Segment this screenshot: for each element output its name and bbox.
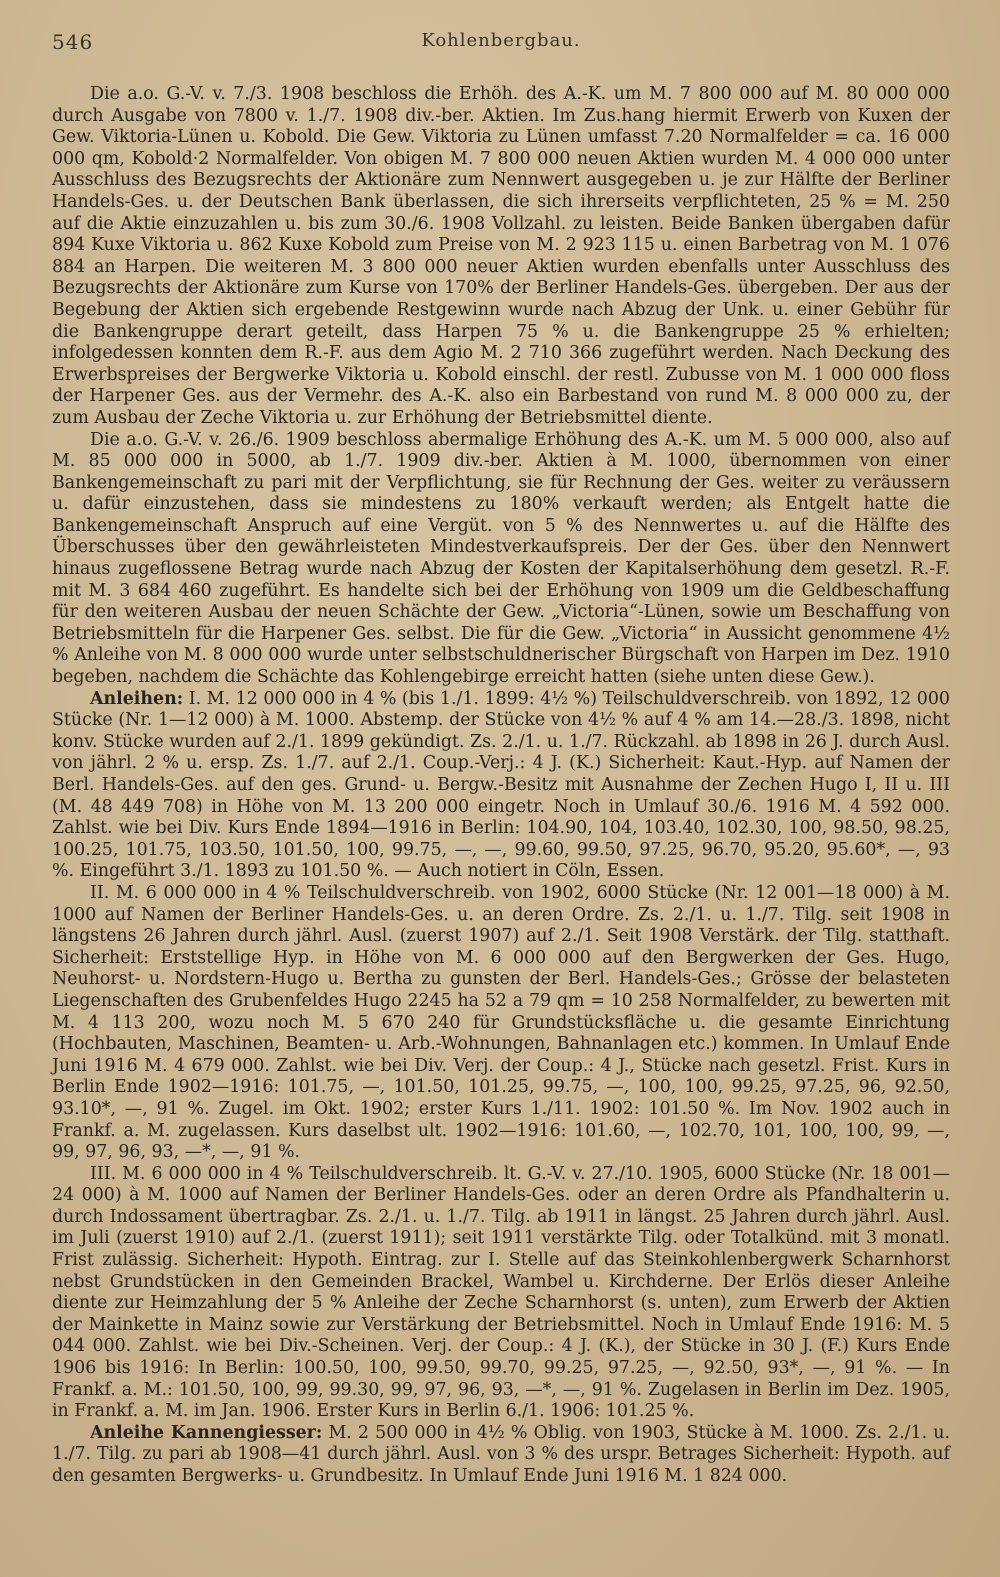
paragraph [52, 430, 950, 689]
paragraph-text: III. M. 6 000 000 in 4 % Teilschuldverschreib. lt. G.-V. v. 27./10. 1905, 6000 Stücke (Nr. 18 001—24 000) à M. 1000 auf Namen der Berliner Handels-Ges. oder an deren Ordre als Pfandhalterin u. durch Indossament übertragbar. Zs. 2./1. u. 1./7. Tilg. ab 1911 in längst. 25 Jahren durch jährl. Ausl. im Juli (zuerst 1910) auf 2./1. (zuerst 1911); seit 1911 verstärkte Tilg. oder Totalkünd. mit 3 monatl. Frist zulässig. Sicherheit: Hypoth. Eintrag. zur I. Stelle auf das Steinkohlenbergwerk Scharnhorst nebst Grundstücken in den Gemeinden Brackel, Wambel u. Kirchderne. Der Erlös dieser Anleihe diente zur Heimzahlung der 5 % Anleihe der Zeche Scharnhorst (s. unten), zum Erwerb der Aktien der Mainkette in Mainz sowie zur Verstärkung der Betriebsmittel. Noch in Umlauf Ende 1916: M. 5 044 000. Zahlst. wie bei Div.-Scheinen. Verj. der Coup.: 4 J. (K.), der Stücke in 30 J. (F.) Kurs Ende 1906 bis 1916: In Berlin: 100.50, 100, 99.50, 99.70, 99.25, 97.25, —, 92.50, 93*, —, 91 %. — In Frankf. a. M.: 101.50, 100, 99, 99.30, 99, 97, 96, 93, —*, —, 91 %. Zugelasen in Berlin im Dez. 1905, in Frankf. a. M. im Jan. 1906. Erster Kurs in Berlin 6./1. 1906: 101.25 %. [52, 1163, 950, 1422]
section-label: Anleihe Kannengiesser: [90, 1422, 323, 1443]
page-header [52, 30, 950, 60]
paragraph-text: Die a.o. G.-V. v. 7./3. 1908 beschloss die Erhöh. des A.-K. um M. 7 800 000 auf M. 80 000 000 durch Ausgabe von 7800 v. 1./7. 1908 div.-ber. Aktien. Im Zus.hang hiermit Erwerb von Kuxen der Gew. Viktoria-Lünen u. Kobold. Die Gew. Viktoria zu Lünen umfasst 7.20 Normalfelder = ca. 16 000 000 qm, Kobold·2 Normalfelder. Von obigen M. 7 800 000 neuen Aktien wurden M. 4 000 000 unter Ausschluss des Bezugsrechts der Aktionäre zum Nennwert ausgegeben u. je zur Hälfte der Berliner Handels-Ges. u. der Deutschen Bank überlassen, die sich ihrerseits verpflichteten, 25 % = M. 250 auf die Aktie einzuzahlen u. bis zum 30./6. 1908 Vollzahl. zu leisten. Beide Banken übergaben dafür 894 Kuxe Viktoria u. 862 Kuxe Kobold zum Preise von M. 2 923 115 u. einen Barbetrag von M. 1 076 884 an Harpen. Die weiteren M. 3 800 000 neuer Aktien wurden ebenfalls unter Ausschluss des Bezugsrechts der Aktionäre zum Kurse von 170% der Berliner Handels-Ges. übergeben. Der aus der Begebung der Aktien sich ergebende Restgewinn wurde nach Abzug der Unk. u. einer Gebühr für die Bankengruppe derart geteilt, dass Harpen 75 % u. die Bankengruppe 25 % erhielten; infolgedessen konnten dem R.-F. aus dem Agio M. 2 710 366 zugeführt werden. Nach Deckung des Erwerbspreises der Bergwerke Viktoria u. Kobold einschl. der restl. Zubusse von M. 1 000 000 floss der Harpener Ges. aus der Vermehr. des A.-K. also ein Barbestand von rund M. 8 000 000 zu, der zum Ausbau der Zeche Viktoria u. zur Erhöhung der Betriebsmittel diente. [52, 84, 950, 428]
paragraph [52, 1164, 950, 1423]
page-number: 546 [52, 30, 94, 54]
body-text [52, 84, 950, 1488]
paragraph [52, 1423, 950, 1488]
running-title: Kohlenbergbau. [421, 30, 581, 51]
paragraph-text: II. M. 6 000 000 in 4 % Teilschuldverschreib. von 1902, 6000 Stücke (Nr. 12 001—18 000) à M. 1000 auf Namen der Berliner Handels-Ges. u. an deren Ordre. Zs. 2./1. u. 1./7. Tilg. seit 1908 in längstens 26 Jahren durch jährl. Ausl. (zuerst 1907) auf 2./1. Seit 1908 Verstärk. der Tilg. statthaft. Sicherheit: Erststellige Hyp. in Höhe von M. 6 000 000 auf den Bergwerken der Ges. Hugo, Neuhorst- u. Nordstern-Hugo u. Bertha zu gunsten der Berl. Handels-Ges.; Grösse der belasteten Liegenschaften des Grubenfeldes Hugo 2245 ha 52 a 79 qm = 10 258 Normalfelder, zu bewerten mit M. 4 113 200, wozu noch M. 5 670 240 für Grundstücksfläche u. die gesamte Einrichtung (Hochbauten, Maschinen, Beamten- u. Arb.-Wohnungen, Bahnanlagen etc.) kommen. In Umlauf Ende Juni 1916 M. 4 679 000. Zahlst. wie bei Div. Verj. der Coup.: 4 J., Stücke nach gesetzl. Frist. Kurs in Berlin Ende 1902—1916: 101.75, —, 101.50, 101.25, 99.75, —, 100, 100, 99.25, 97.25, 96, 92.50, 93.10*, —, 91 %. Zugel. im Okt. 1902; erster Kurs 1./11. 1902: 101.50 %. Im Nov. 1902 auch in Frankf. a. M. zugelassen. Kurs daselbst ult. 1902—1916: 101.60, —, 102.70, 101, 100, 100, 99, —, 99, 97, 96, 93, —*, —, 91 %. [52, 882, 950, 1163]
page-content [52, 30, 950, 1488]
section-label: Anleihen: [90, 688, 184, 709]
paragraph [52, 689, 950, 883]
paragraph [52, 883, 950, 1164]
paragraph-text: M. 2 500 000 in 4½ % Oblig. von 1903, Stücke à M. 1000. Zs. 2./1. u. 1./7. Tilg. zu pari ab 1908—41 durch jährl. Ausl. von 3 % des urspr. Betrages Sicherheit: Hypoth. auf den gesamten Bergwerks- u. Grundbesitz. In Umlauf Ende Juni 1916 M. 1 824 000. [52, 1422, 950, 1486]
paragraph-text: I. M. 12 000 000 in 4 % (bis 1./1. 1899: 4½ %) Teilschuldverschreib. von 1892, 12 000 Stücke (Nr. 1—12 000) à M. 1000. Abstemp. der Stücke von 4½ % auf 4 % am 14.—28./3. 1898, nicht konv. Stücke wurden auf 2./1. 1899 gekündigt. Zs. 2./1. u. 1./7. Rückzahl. ab 1898 in 26 J. durch Ausl. von jährl. 2 % u. ersp. Zs. 1./7. auf 2./1. Coup.-Verj.: 4 J. (K.) Sicherheit: Kaut.-Hyp. auf Namen der Berl. Handels-Ges. auf den ges. Grund- u. Bergw.-Besitz mit Ausnahme der Zechen Hugo I, II u. III (M. 48 449 708) in Höhe von M. 13 200 000 eingetr. Noch in Umlauf 30./6. 1916 M. 4 592 000. Zahlst. wie bei Div. Kurs Ende 1894—1916 in Berlin: 104.90, 104, 103.40, 102.30, 100, 98.50, 98.25, 100.25, 101.75, 103.50, 101.50, 100, 99.75, —, —, 99.60, 99.50, 97.25, 96.70, 95.20, 95.60*, —, 93 %. Eingeführt 3./1. 1893 zu 101.50 %. — Auch notiert in Cöln, Essen. [52, 688, 950, 882]
paragraph [52, 84, 950, 430]
paragraph-text: Die a.o. G.-V. v. 26./6. 1909 beschloss abermalige Erhöhung des A.-K. um M. 5 000 000, also auf M. 85 000 000 in 5000, ab 1./7. 1909 div.-ber. Aktien à M. 1000, übernommen von einer Bankengemeinschaft zu pari mit der Verpflichtung, sie für Rechnung der Ges. weiter zu veräussern u. dafür einzustehen, dass sie mindestens zu 180% verkauft werden; als Entgelt hatte die Bankengemeinschaft Anspruch auf eine Vergüt. von 5 % des Nennwertes u. auf die Hälfte des Überschusses über den gewährleisteten Mindestverkaufspreis. Der der Ges. über den Nennwert hinaus zugeflossene Betrag wurde nach Abzug der Kosten der Kapitalserhöhung dem gesetzl. R.-F. mit M. 3 684 460 zugeführt. Es handelte sich bei der Erhöhung von 1909 um die Geldbeschaffung für den weiteren Ausbau der neuen Schächte der Gew. „Victoria“-Lünen, sowie um Beschaffung von Betriebsmitteln für die Harpener Ges. selbst. Die für die Gew. „Victoria“ in Aussicht genommene 4½ % Anleihe von M. 8 000 000 wurde unter selbstschuldnerischer Bürgschaft von Harpen im Dez. 1910 begeben, nachdem die Schächte das Kohlengebirge erreicht hatten (siehe unten diese Gew.). [52, 429, 950, 688]
